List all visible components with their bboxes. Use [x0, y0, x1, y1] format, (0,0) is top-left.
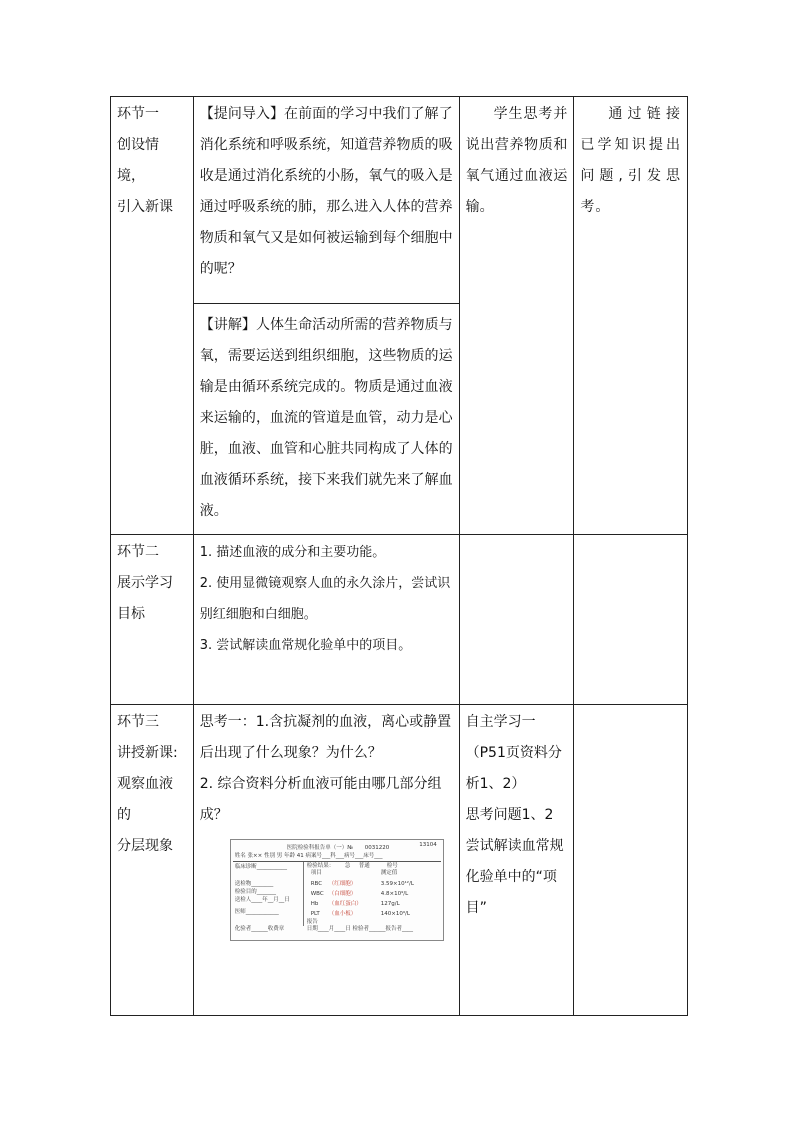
- student-self-study: 自主学习一（P51页资料分析1、2）: [465, 714, 562, 792]
- report-diagnosis: 临床诊断___________: [234, 864, 287, 870]
- teacher-text-explain: 人体生命活动所需的营养物质与氧，需要运送到组织细胞，这些物质的运输是由循环系统完成的。物质是通过血液来运输的，血流的管道是血管，动力是心脏，血液、血管和心脏共同构成了人体的血液循环系统，接下来我们就先来了解血液。: [199, 317, 453, 519]
- blood-test-report-image: [230, 839, 444, 941]
- stage-1-line-3: 引入新课: [117, 199, 173, 215]
- report-footer: 化验者______收费章: [234, 926, 285, 932]
- report-left-4: 医师____________: [234, 909, 279, 915]
- report-item-name: （红细胞）: [328, 881, 357, 887]
- design-intent-2: [574, 535, 688, 705]
- student-think: 思考问题1、2: [465, 807, 554, 823]
- report-col-result: 检验结果：: [306, 863, 335, 869]
- report-item-code: RBC: [310, 881, 323, 887]
- report-item-code: Hb: [310, 901, 319, 907]
- report-item-code: PLT: [310, 911, 320, 917]
- design-intent-3: [574, 705, 688, 1016]
- report-item-name: （血红蛋白）: [328, 901, 362, 907]
- report-col-urgent: 急: [344, 863, 351, 869]
- report-date-line: 日期____月____日 检验者______报告者____: [306, 926, 413, 932]
- stage-1-cell: [111, 97, 194, 535]
- think-question-2: 2. 综合资料分析血液可能由哪几部分组成？: [199, 776, 442, 823]
- teacher-tag-question: 【提问导入】: [199, 106, 285, 122]
- learning-goals: [193, 535, 459, 705]
- report-left-2: 检验目的_______: [234, 889, 276, 895]
- report-col-item: 项目: [310, 870, 322, 876]
- report-col-normal: 普通: [358, 863, 370, 869]
- report-patient-line: 姓名 张×× 性别 男 年龄 41 病案号___科___病号___床号___: [234, 853, 383, 859]
- teacher-activity-3: [193, 705, 459, 1016]
- report-col-value: 测定值: [380, 870, 398, 876]
- student-activity-2: [459, 535, 574, 705]
- teacher-activity-1: [193, 97, 459, 304]
- report-title: 医院检验科报告单（一）№: [286, 845, 353, 851]
- design-intent-1: 通过链接已学知识提出问题,引发思考。: [574, 97, 688, 535]
- table-row-stage-3: [111, 705, 688, 1016]
- report-item-value: 127g/L: [380, 901, 400, 907]
- stage-2-line-1: 环节二: [117, 544, 159, 560]
- goal-item-3: 3. 尝试解读血常规化验单中的项目。: [199, 638, 412, 653]
- report-number: 13104: [419, 842, 437, 848]
- stage-1-line-2: 创设情境，: [117, 137, 159, 184]
- think-question-1: 思考一：1.含抗凝剂的血液，离心或静置后出现了什么现象？为什么？: [199, 714, 452, 761]
- report-item-value: 140×10⁹/L: [380, 911, 410, 917]
- stage-3-cell: [111, 705, 194, 1016]
- report-divider-1: [233, 861, 441, 862]
- teacher-activity-2: [193, 304, 459, 535]
- stage-2-line-3: 目标: [117, 606, 145, 622]
- student-activity-1: 学生思考并说出营养物质和氧气通过血液运输。: [459, 97, 574, 535]
- report-item-code: WBC: [310, 891, 324, 897]
- stage-2-line-2: 展示学习: [117, 575, 173, 591]
- student-activity-3: [459, 705, 574, 1016]
- stage-3-line-1: 环节三: [117, 714, 159, 730]
- table-row-stage-1: [111, 97, 688, 304]
- student-read-report: 尝试解读血常规化验单中的“项目”: [465, 838, 564, 916]
- stage-1-line-1: 环节一: [117, 106, 159, 122]
- report-left-1: 送检物________: [234, 881, 274, 887]
- teacher-text-question: 在前面的学习中我们了解了消化系统和呼吸系统，知道营养物质的吸收是通过消化系统的小肠，氧气的吸入是通过呼吸系统的肺，那么进入人体的营养物质和氧气又是如何被运输到每个细胞中的呢？: [199, 106, 453, 277]
- report-left-3: 送检人____年__月__日: [234, 897, 290, 903]
- report-item-name: （白细胞）: [328, 891, 357, 897]
- teacher-tag-explain: 【讲解】: [199, 317, 256, 333]
- table-row-stage-2: [111, 535, 688, 705]
- stage-3-line-2: 讲授新课:: [117, 745, 178, 761]
- stage-3-line-3: 观察血液的: [117, 776, 173, 823]
- report-label: 报告: [306, 919, 318, 925]
- report-col-check: 检号: [386, 863, 398, 869]
- goal-item-2: 2. 使用显微镜观察人血的永久涂片，尝试识别红细胞和白细胞。: [199, 576, 451, 622]
- lesson-plan-table: [110, 96, 688, 1016]
- report-item-name: （血小板）: [328, 911, 357, 917]
- stage-3-line-4: 分层现象: [117, 838, 173, 854]
- report-item-value: 3.59×10¹²/L: [380, 881, 414, 887]
- stage-2-cell: [111, 535, 194, 705]
- report-serial: 0031220: [364, 845, 390, 851]
- report-item-value: 4.8×10⁹/L: [380, 891, 409, 897]
- goal-item-1: 1. 描述血液的成分和主要功能。: [199, 545, 386, 560]
- report-column-divider: [303, 862, 304, 926]
